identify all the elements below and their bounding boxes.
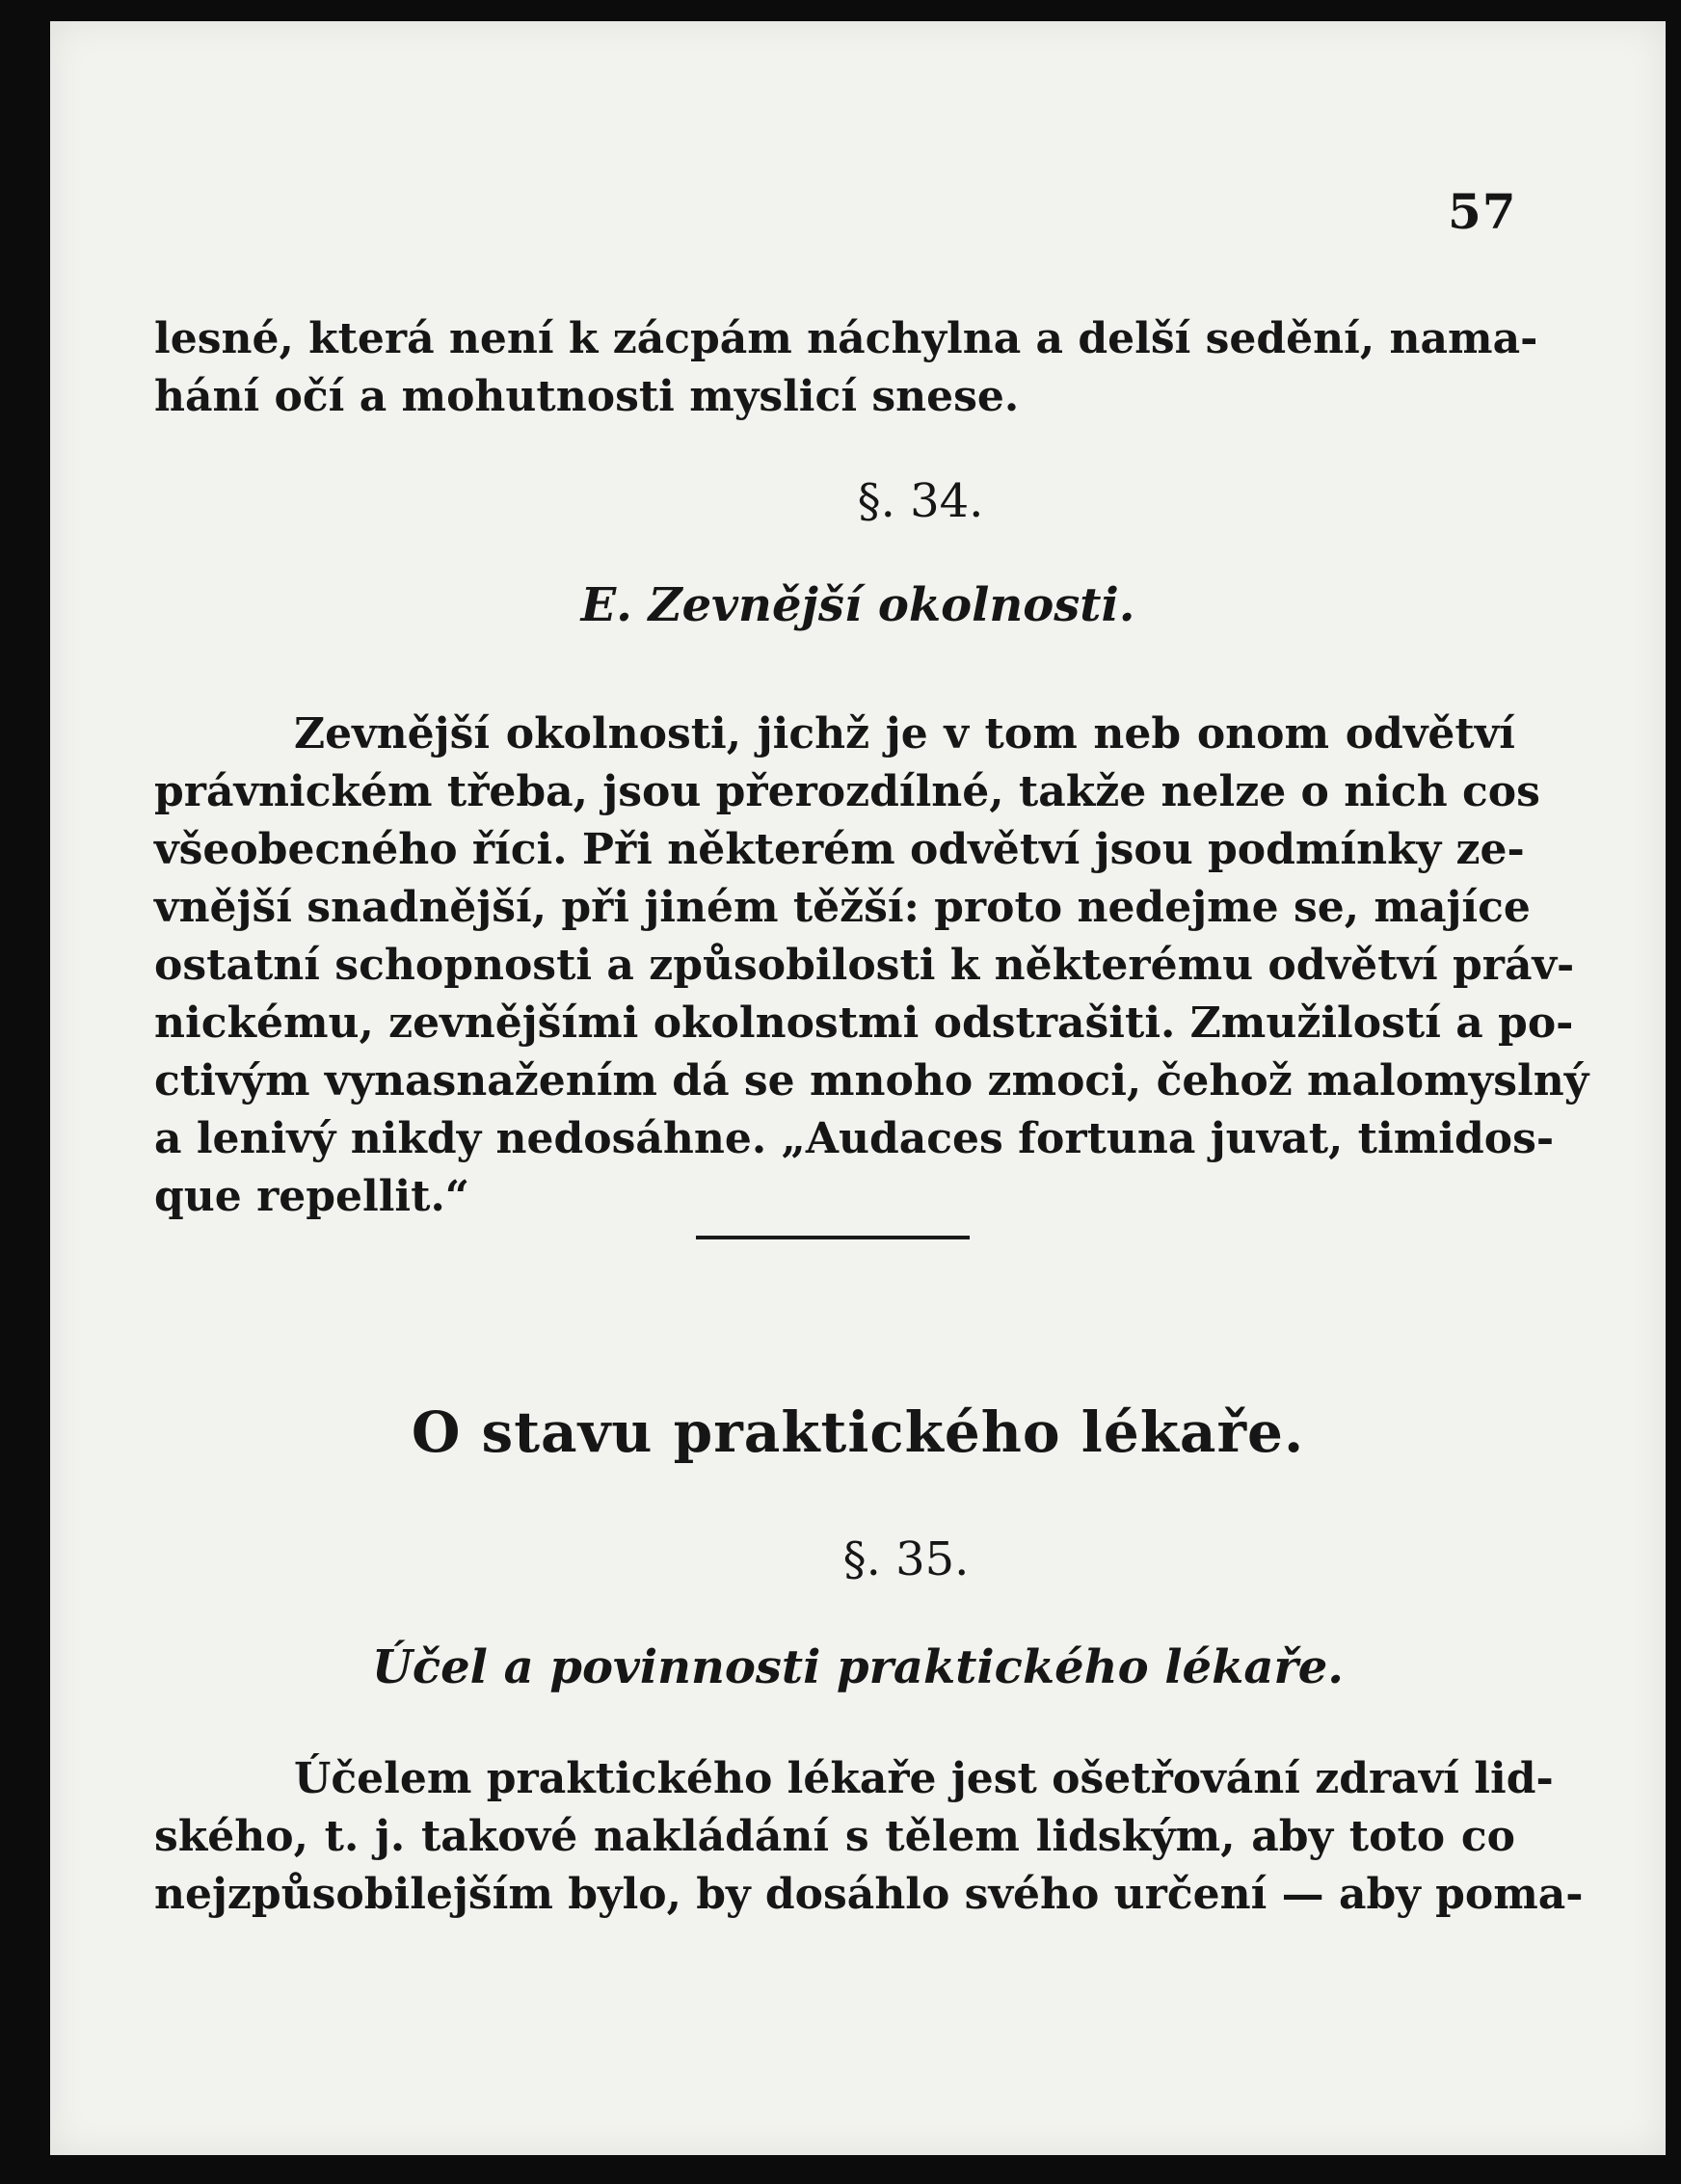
text-line: que repellit.“ bbox=[154, 1172, 470, 1221]
text-line: nejzpůsobilejším bylo, by dosáhlo svého určení — aby poma- bbox=[154, 1870, 1584, 1919]
section-divider bbox=[696, 1236, 970, 1239]
text-line: hání očí a mohutnosti myslicí snese. bbox=[154, 372, 1020, 421]
paragraph-continuation bbox=[154, 310, 1538, 426]
text-line: ctivým vynasnažením dá se mnoho zmoci, čehož malomyslný bbox=[154, 1056, 1589, 1105]
section-title-34: E. Zevnější okolnosti. bbox=[580, 578, 1135, 632]
text-line: nickému, zevnějšími okolnostmi odstrašiti. Zmužilostí a po- bbox=[154, 999, 1574, 1048]
text-line: Zevnější okolnosti, jichž je v tom neb onom odvětví bbox=[294, 709, 1515, 759]
paragraph-section-34 bbox=[154, 706, 1589, 1226]
text-line: všeobecného říci. Při některém odvětví jsou podmínky ze- bbox=[154, 825, 1525, 874]
text-line: ostatní schopnosti a způsobilosti k některému odvětví práv- bbox=[154, 941, 1575, 990]
book-page bbox=[50, 21, 1666, 2155]
chapter-title: O stavu praktického lékaře. bbox=[411, 1399, 1305, 1465]
section-mark-34: §. 34. bbox=[857, 474, 984, 528]
section-title-35: Účel a povinnosti praktického lékaře. bbox=[372, 1640, 1344, 1694]
paragraph-section-35 bbox=[154, 1750, 1584, 1924]
text-line: a lenivý nikdy nedosáhne. „Audaces fortuna juvat, timidos- bbox=[154, 1114, 1555, 1163]
text-line: lesné, která není k zácpám náchylna a delší sedění, nama- bbox=[154, 314, 1538, 363]
text-line: ského, t. j. takové nakládání s tělem lidským, aby toto co bbox=[154, 1812, 1515, 1861]
text-line: vnější snadnější, při jiném těžší: proto nedejme se, majíce bbox=[154, 883, 1531, 932]
section-mark-35: §. 35. bbox=[842, 1532, 970, 1586]
page-number: 57 bbox=[1448, 183, 1517, 240]
text-line: právnickém třeba, jsou přerozdílné, takže nelze o nich cos bbox=[154, 767, 1540, 816]
text-line: Účelem praktického lékaře jest ošetřování zdraví lid- bbox=[294, 1754, 1554, 1803]
